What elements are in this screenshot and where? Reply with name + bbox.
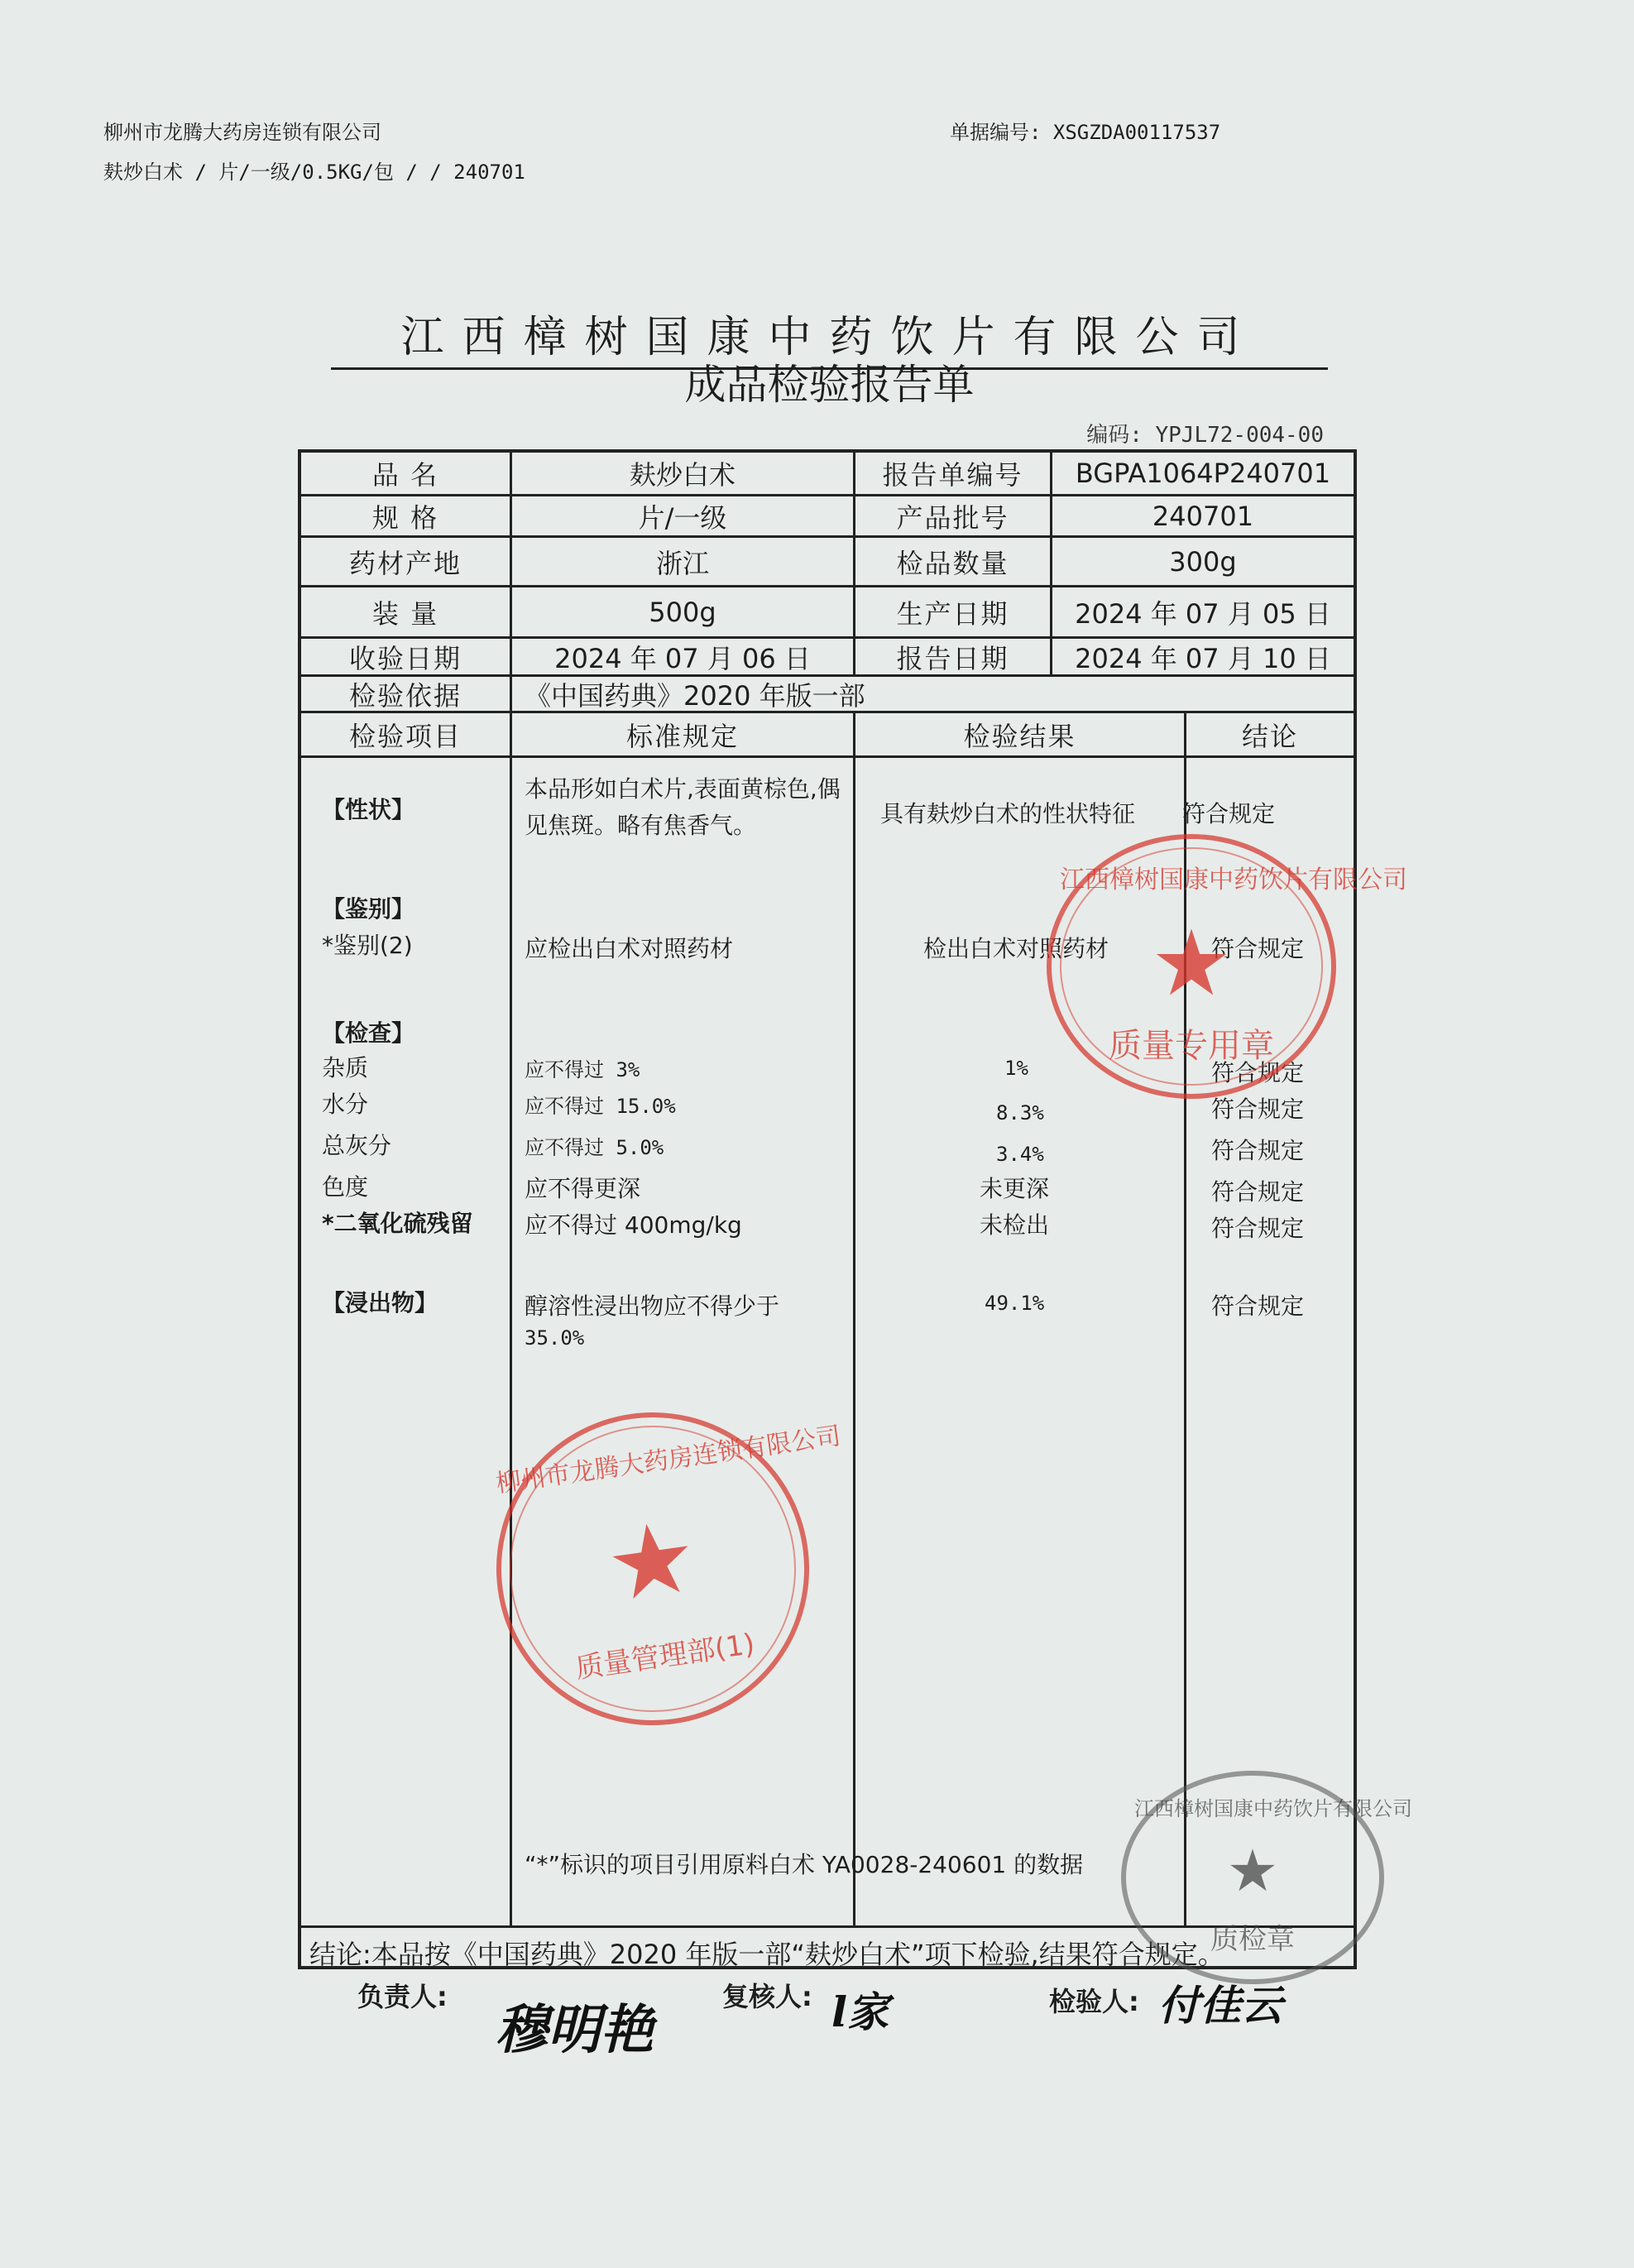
qc-seal-ring-text: 江西樟树国康中药饮片有限公司 (1060, 865, 1407, 894)
character-conclusion: 符合规定 (1182, 800, 1276, 827)
report-table (298, 449, 1407, 1970)
receipt-date: 2024 年 07 月 06 日 (554, 642, 811, 674)
header-standard: 标准规定 (625, 720, 739, 752)
color-standard: 应不得更深 (525, 1175, 641, 1202)
product-line: 麸炒白术 / 片/一级/0.5KG/包 / / 240701 (103, 161, 525, 184)
seal-star-icon: ★ (599, 1498, 704, 1625)
pharmacy-seal-ring-text: 柳州市龙腾大药房连锁有限公司 (494, 1422, 843, 1499)
document-number-label: 单据编号: (950, 121, 1042, 144)
color-item: 色度 (322, 1173, 369, 1201)
origin: 浙江 (655, 547, 709, 579)
moisture-standard: 应不得过 15.0% (525, 1095, 676, 1118)
label-origin: 药材产地 (348, 547, 462, 579)
responsible-label: 负责人: (357, 1981, 448, 2012)
production-date: 2024 年 07 月 05 日 (1075, 597, 1331, 630)
overall-conclusion: 结论:本品按《中国药典》2020 年版一部“麸炒白术”项下检验,结果符合规定。 (309, 1939, 1224, 1970)
header-result: 检验结果 (963, 720, 1076, 752)
inspector-signature: 付佳云 (1158, 1981, 1282, 2030)
sample-quantity: 300g (1169, 545, 1237, 578)
qc-seal (1047, 834, 1407, 1099)
spec: 片/一级 (638, 501, 727, 534)
inspection-basis: 《中国药典》2020 年版一部 (525, 679, 865, 712)
moisture-result: 8.3% (996, 1101, 1044, 1124)
section-character: 【性状】 (322, 796, 415, 823)
ash-standard: 应不得过 5.0% (525, 1136, 664, 1159)
reviewer-signature: l家 (831, 1987, 889, 2036)
column-divider (510, 674, 512, 711)
identify2-result: 检出白术对照药材 (923, 935, 1109, 962)
report-number: BGPA1064P240701 (1075, 458, 1331, 489)
impurity-result: 1% (1004, 1057, 1028, 1080)
inspection-seal-ring-text: 江西樟树国康中药饮片有限公司 (1134, 1797, 1412, 1820)
report-date: 2024 年 07 月 10 日 (1075, 642, 1331, 674)
row-divider (301, 755, 1354, 758)
form-code-value: YPJL72-004-00 (1155, 423, 1324, 448)
extract-standard-line2: 35.0% (525, 1326, 585, 1350)
label-basis: 检验依据 (348, 679, 462, 712)
extract-result: 49.1% (985, 1292, 1045, 1315)
ash-conclusion: 符合规定 (1211, 1137, 1305, 1164)
section-extract: 【浸出物】 (322, 1289, 438, 1316)
impurity-item: 杂质 (322, 1054, 369, 1081)
label-batch: 产品批号 (896, 501, 1009, 534)
so2-result: 未检出 (980, 1211, 1050, 1239)
label-spec: 规 格 (371, 501, 439, 534)
character-result: 具有麸炒白术的性状特征 (880, 800, 1136, 827)
color-conclusion: 符合规定 (1211, 1178, 1305, 1206)
form-code-label: 编码: (1086, 423, 1143, 448)
responsible-signature: 穆明艳 (495, 1999, 654, 2061)
report-title: 成品检验报告单 (684, 361, 975, 409)
color-result: 未更深 (980, 1175, 1050, 1202)
character-standard: 本品形如白术片,表面黄棕色,偶见焦斑。略有焦香气。 (525, 775, 841, 839)
so2-standard: 应不得过 400mg/kg (525, 1211, 742, 1239)
label-sample-quantity: 检品数量 (896, 547, 1009, 579)
label-report-date: 报告日期 (896, 642, 1009, 674)
impurity-conclusion: 符合规定 (1211, 1059, 1305, 1086)
identify2-item: *鉴别(2) (322, 932, 413, 959)
form-code (1086, 418, 1324, 448)
issuer-title: 江西樟树国康中药饮片有限公司 (331, 302, 1328, 370)
extract-standard-line1: 醇溶性浸出物应不得少于 (525, 1292, 780, 1320)
label-product-name: 品 名 (371, 459, 439, 491)
inspection-seal-name: 质检章 (1210, 1923, 1295, 1956)
impurity-standard: 应不得过 3% (525, 1058, 640, 1081)
document-number-value: XSGZDA00117537 (1052, 121, 1221, 144)
inspection-seal (1121, 1771, 1412, 1984)
header-item: 检验项目 (348, 720, 462, 752)
label-report-number: 报告单编号 (882, 459, 1023, 491)
ash-result: 3.4% (996, 1143, 1044, 1166)
extract-conclusion: 符合规定 (1211, 1292, 1305, 1320)
seal-star-icon: ★ (1150, 910, 1233, 1016)
company-name: 柳州市龙腾大药房连锁有限公司 (103, 121, 381, 144)
batch-number: 240701 (1152, 500, 1254, 532)
label-receipt-date: 收验日期 (348, 642, 462, 674)
pack-size: 500g (649, 596, 716, 628)
header-conclusion: 结论 (1241, 720, 1298, 752)
label-production-date: 生产日期 (896, 597, 1009, 630)
document-number (950, 116, 1220, 145)
moisture-conclusion: 符合规定 (1211, 1096, 1305, 1123)
moisture-item: 水分 (322, 1091, 369, 1118)
so2-item: *二氧化硫残留 (322, 1210, 473, 1237)
identify2-standard: 应检出白术对照药材 (525, 935, 734, 962)
column-divider (510, 711, 512, 1925)
qc-seal-name: 质量专用章 (1109, 1027, 1274, 1065)
identify2-conclusion: 符合规定 (1211, 935, 1305, 962)
column-divider (853, 711, 855, 1925)
pharmacy-seal-name: 质量管理部(1) (573, 1627, 757, 1685)
footnote: “*”标识的项目引用原料白术 YA0028-240601 的数据 (525, 1851, 1084, 1878)
so2-conclusion: 符合规定 (1211, 1215, 1305, 1242)
seal-star-icon: ★ (1226, 1837, 1279, 1905)
section-identify: 【鉴别】 (322, 895, 415, 923)
product-name: 麸炒白术 (629, 459, 736, 491)
reviewer-label: 复核人: (722, 1981, 812, 2012)
section-check: 【检查】 (322, 1019, 415, 1047)
label-pack-size: 装 量 (371, 597, 439, 630)
ash-item: 总灰分 (322, 1132, 392, 1159)
inspector-label: 检验人: (1049, 1986, 1139, 2017)
